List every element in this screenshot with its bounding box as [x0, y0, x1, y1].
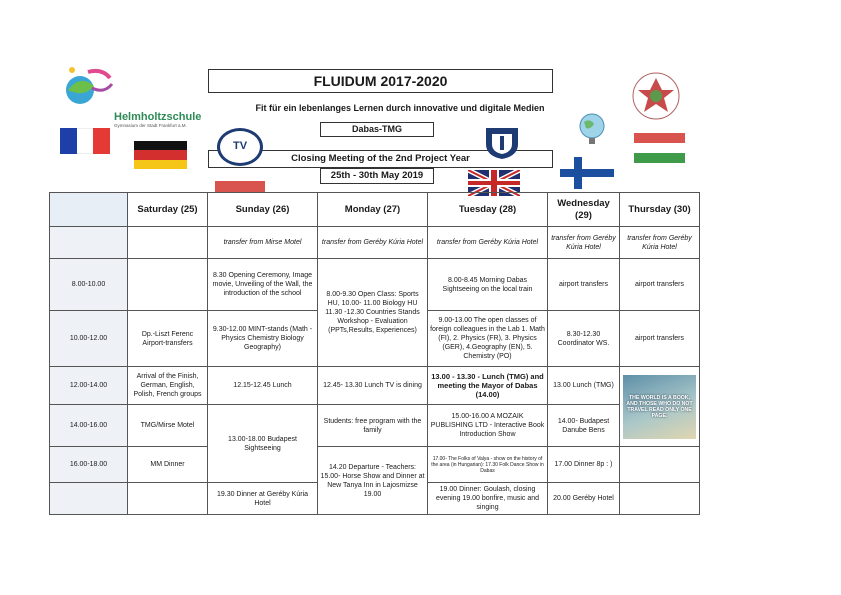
hungary-white-band — [634, 143, 685, 153]
cell-sat-16: MM Dinner — [128, 447, 208, 483]
cell-thu-16 — [620, 447, 700, 483]
tv-logo-text: TV — [232, 140, 248, 152]
corner-cell — [50, 193, 128, 227]
day-header-tuesday: Tuesday (28) — [428, 193, 548, 227]
time-row-12 — [50, 367, 700, 405]
cell-tue-14: 15.00-16.00 A MOZAIK PUBLISHING LTD - Interactive Book Introduction Show — [428, 405, 548, 447]
transfer-cell-saturday — [128, 227, 208, 259]
time-cell-empty — [50, 227, 128, 259]
time-cell: 16.00-18.00 — [50, 447, 128, 483]
germany-gold-band — [134, 160, 187, 169]
germany-red-band — [134, 150, 187, 159]
tv-logo — [217, 128, 263, 166]
dates-label: 25th - 30th May 2019 — [330, 170, 424, 181]
transfer-row — [50, 227, 700, 259]
france-blue-band — [60, 128, 77, 154]
cell-sat-12: Arrival of the Finish, German, English, Polish, French groups — [128, 367, 208, 405]
transfer-cell-thursday: transfer from Geréby Kúria Hotel — [620, 227, 700, 259]
poster-quote: THE WORLD IS A BOOK, AND THOSE WHO DO NOT TRAVEL READ ONLY ONE PAGE. — [626, 394, 693, 419]
cell-sat-19 — [128, 483, 208, 515]
cell-mon-8: 8.00-9.30 Open Class: Sports HU, 10.00- 11.00 Biology HU 11.30 -12.30 Countries Stands Workshop - Evaluation (PPTs,Results, Experiences) — [318, 259, 428, 367]
fluidum-logo — [58, 64, 118, 112]
hungary-green-band — [634, 153, 685, 163]
cell-wed-8: airport transfers — [548, 259, 620, 311]
location-label: Dabas-TMG — [351, 124, 402, 134]
cell-wed-16: 17.00 Dinner 8p : ) — [548, 447, 620, 483]
day-header-saturday: Saturday (25) — [128, 193, 208, 227]
dates-box — [320, 168, 434, 184]
subtitle: Fit für ein lebenlanges Lernen durch innovative und digitale Medien — [255, 103, 545, 113]
cell-wed-19: 20.00 Geréby Hotel — [548, 483, 620, 515]
meeting-label: Closing Meeting of the 2nd Project Year — [291, 153, 470, 164]
france-white-band — [77, 128, 94, 154]
cell-sun-8: 8.30 Opening Ceremony, Image movie, Unveiling of the Wall, the introduction of the school — [208, 259, 318, 311]
germany-flag — [134, 141, 187, 169]
cell-wed-12: 13.00 Lunch (TMG) — [548, 367, 620, 405]
finland-flag — [560, 157, 614, 189]
day-header-row — [50, 193, 700, 227]
crest-logo — [482, 126, 522, 160]
cell-thu-19 — [620, 483, 700, 515]
cell-sat-10: Dp.-Liszt Ferenc Airport-transfers — [128, 311, 208, 367]
time-cell: 14.00-16.00 — [50, 405, 128, 447]
time-cell: 10.00-12.00 — [50, 311, 128, 367]
school-name: Helmholtzschule — [114, 111, 202, 123]
cell-sun-12: 12.15-12.45 Lunch — [208, 367, 318, 405]
day-header-monday: Monday (27) — [318, 193, 428, 227]
transfer-cell-monday: transfer from Geréby Kúria Hotel — [318, 227, 428, 259]
time-row-16 — [50, 447, 700, 483]
cell-tue-16: 17.00- The Folks of Valya - show on the history of the area (in Hungarian): 17.30 Folk Dance Show in Dabas — [428, 447, 548, 483]
time-row-14 — [50, 405, 700, 447]
germany-black-band — [134, 141, 187, 150]
cell-wed-10: 8.30-12.30 Coordinator WS. — [548, 311, 620, 367]
cell-thu-10: airport transfers — [620, 311, 700, 367]
cell-sun-14: 13.00-18.00 Budapest Sightseeing — [208, 405, 318, 483]
time-row-8 — [50, 259, 700, 311]
poland-flag — [215, 181, 265, 192]
cell-tue-10: 9.00-13.00 The open classes of foreign colleagues in the Lab 1. Math (FI), 2. Physics (FR), 3. Physics (GER), 4.Geography (EN), 5. Chemistry (PO) — [428, 311, 548, 367]
cell-tue-8: 8.00-8.45 Morning Dabas Sightseeing on the local train — [428, 259, 548, 311]
transfer-cell-sunday: transfer from Mirse Motel — [208, 227, 318, 259]
cell-wed-14: 14.00- Budapest Danube Bens — [548, 405, 620, 447]
cell-mon-12: 12.45- 13.30 Lunch TV is dining — [318, 367, 428, 405]
cell-tue-19: 19.00 Dinner: Goulash, closing evening 19.00 bonfire, music and singing — [428, 483, 548, 515]
hungary-flag — [634, 133, 685, 163]
school-sub: Gymnasium der Stadt Frankfurt a.M. — [114, 123, 187, 128]
cell-mon-14: Students: free program with the family — [318, 405, 428, 447]
travel-poster — [623, 375, 696, 439]
day-header-wednesday: Wednesday (29) — [548, 193, 620, 227]
page-title: FLUIDUM 2017-2020 — [313, 73, 448, 89]
time-cell: 12.00-14.00 — [50, 367, 128, 405]
cell-sat-14: TMG/Mirse Motel — [128, 405, 208, 447]
france-flag — [60, 128, 110, 154]
globe-logo — [578, 112, 606, 146]
transfer-cell-wednesday: transfer from Geréby Kúria Hotel — [548, 227, 620, 259]
day-header-sunday: Sunday (26) — [208, 193, 318, 227]
mandala-logo — [630, 70, 682, 122]
hungary-red-band — [634, 133, 685, 143]
location-box — [320, 122, 434, 137]
time-cell-empty — [50, 483, 128, 515]
cell-thu-8: airport transfers — [620, 259, 700, 311]
school-logo — [114, 111, 214, 128]
cell-mon-16: 14.20 Departure - Teachers: 15.00- Horse Show and Dinner at New Tanya Inn in Lajosmizse 19.00 — [318, 447, 428, 515]
cell-sat-8 — [128, 259, 208, 311]
title-box — [208, 69, 553, 93]
cell-sun-19: 19.30 Dinner at Geréby Kúria Hotel — [208, 483, 318, 515]
time-cell: 8.00-10.00 — [50, 259, 128, 311]
transfer-cell-tuesday: transfer from Geréby Kúria Hotel — [428, 227, 548, 259]
schedule-table — [49, 192, 700, 515]
day-header-thursday: Thursday (30) — [620, 193, 700, 227]
travel-poster-cell — [620, 367, 700, 447]
france-red-band — [93, 128, 110, 154]
cell-sun-10: 9.30-12.00 MINT-stands (Math - Physics Chemistry Biology Geography) — [208, 311, 318, 367]
cell-tue-12: 13.00 - 13.30 - Lunch (TMG) and meeting the Mayor of Dabas (14.00) — [428, 367, 548, 405]
